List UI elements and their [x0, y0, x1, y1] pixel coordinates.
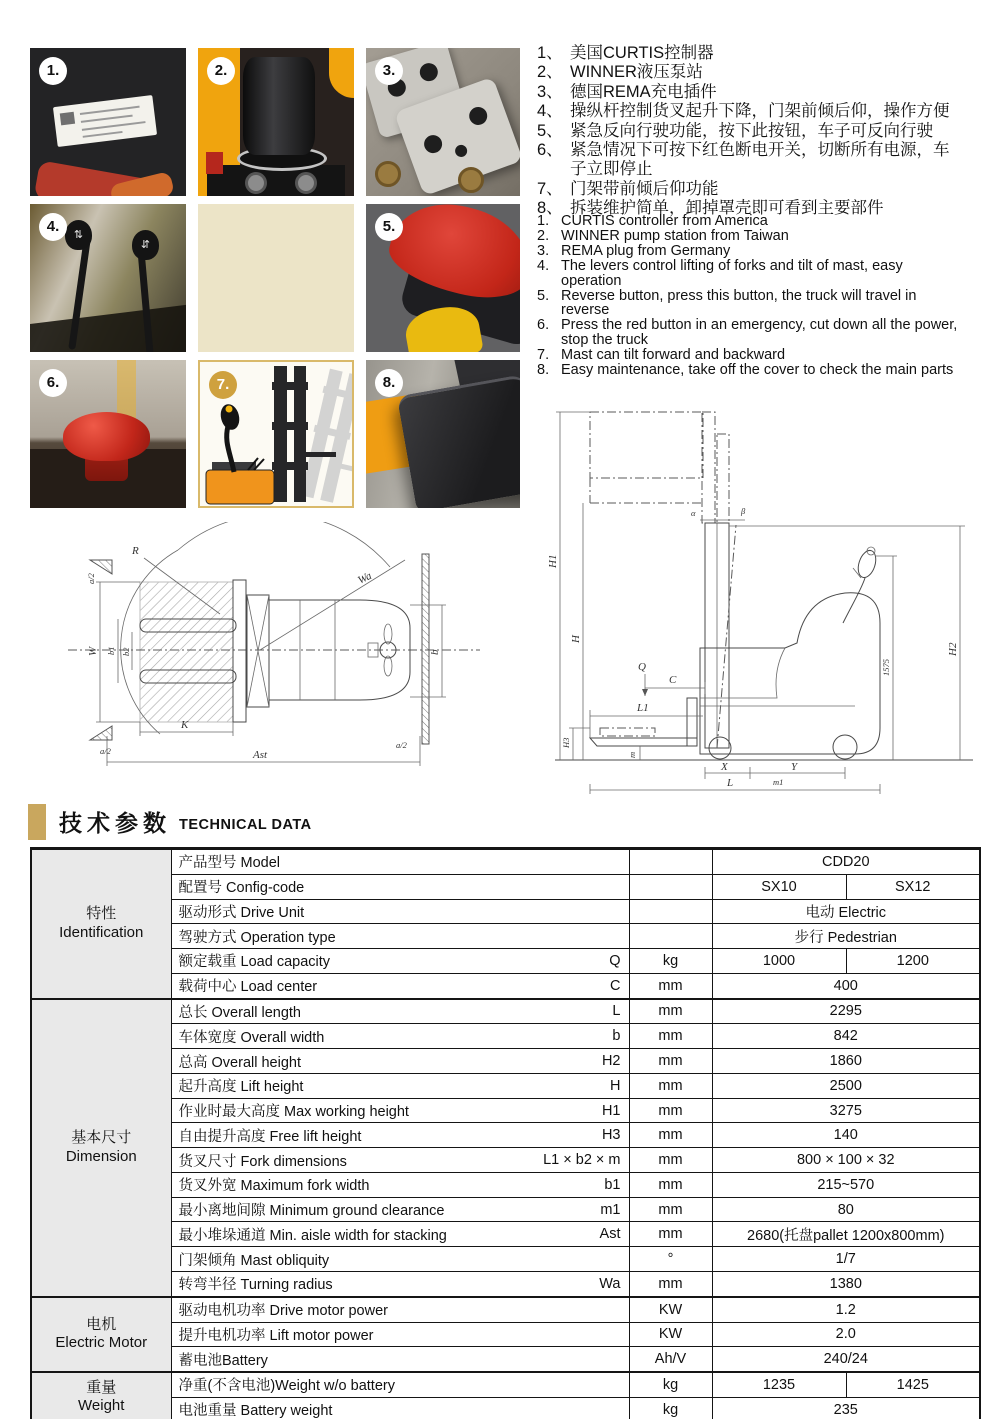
group-label: 特性 Identification: [31, 849, 171, 999]
feature-item: [537, 244, 967, 259]
feature-number: 5、: [537, 121, 563, 140]
technical-data-table: [30, 847, 981, 1419]
table-row: [31, 1347, 980, 1372]
photo-badge: 1.: [39, 57, 67, 85]
parameter-unit: KW: [629, 1322, 712, 1347]
parameter-value: 235: [712, 1397, 980, 1419]
parameter-symbol: L: [612, 1003, 621, 1020]
feature-text: 美国CURTIS控制器: [570, 44, 714, 62]
dim-label: H1: [547, 554, 559, 568]
group-label: 基本尺寸 Dimension: [31, 999, 171, 1297]
photo-pump-station: [198, 48, 354, 196]
feature-text: Easy maintenance, take off the cover to check the main parts: [561, 362, 954, 379]
feature-number: 1、: [537, 44, 563, 62]
parameter-unit: [629, 849, 712, 875]
dim-label: m: [627, 751, 637, 758]
feature-number: 5.: [537, 287, 550, 304]
feature-text: 紧急反向行驶功能，按下此按钮，车子可反向行驶: [570, 121, 933, 140]
section-title-en: TECHNICAL DATA: [179, 816, 312, 833]
parameter-value: 140: [712, 1123, 980, 1148]
table-row: [31, 849, 980, 875]
table-row: [31, 1272, 980, 1297]
feature-number: 4、: [537, 102, 563, 121]
parameter-value: 1860: [712, 1049, 980, 1074]
parameter-value: SX12: [846, 874, 980, 899]
parameter-name: 总长 Overall length L: [171, 999, 629, 1024]
dim-label: L: [727, 777, 734, 789]
parameter-unit: mm: [629, 1049, 712, 1074]
parameter-name: 配置号 Config-code: [171, 874, 629, 899]
parameter-name: 额定载重 Load capacity Q: [171, 949, 629, 974]
parameter-name: 蓄电池Battery: [171, 1347, 629, 1372]
dim-label: Ast: [253, 749, 268, 761]
parameter-unit: [629, 924, 712, 949]
parameter-unit: [629, 874, 712, 899]
photo-badge: 7.: [209, 371, 237, 399]
feature-text: 操纵杆控制货叉起升下降，门架前倾后仰，操作方便: [570, 102, 950, 121]
table-row: [31, 1172, 980, 1197]
parameter-unit: KW: [629, 1297, 712, 1322]
dim-label: K: [181, 719, 189, 731]
feature-text: 门架带前倾后仰功能: [570, 179, 719, 198]
parameter-value: 400: [712, 973, 980, 998]
dim-label: H: [570, 635, 582, 643]
dim-label: α: [691, 508, 696, 518]
parameter-value: SX10: [712, 874, 846, 899]
group-label: 电机 Electric Motor: [31, 1297, 171, 1372]
feature-number: 7、: [537, 179, 563, 198]
parameter-value: 3275: [712, 1098, 980, 1123]
dim-label: m1: [773, 777, 784, 787]
feature-text: Mast can tilt forward and backward: [561, 347, 786, 364]
dim-label: a/2: [396, 740, 407, 750]
parameter-symbol: b: [612, 1028, 621, 1045]
dim-label: L1: [637, 702, 649, 714]
feature-number: 8.: [537, 362, 550, 379]
parameter-symbol: Q: [609, 952, 621, 969]
parameter-value: 2295: [712, 999, 980, 1024]
feature-item: [537, 259, 967, 289]
parameter-name: 最小离地间隙 Minimum ground clearance m1: [171, 1197, 629, 1222]
feature-text: 紧急情况下可按下红色断电开关，切断所有电源，车子立即停止: [570, 141, 950, 179]
parameter-name: 产品型号 Model: [171, 849, 629, 875]
parameter-name: 货叉外宽 Maximum fork width b1: [171, 1172, 629, 1197]
dim-label: b2: [121, 647, 131, 656]
feature-number: 2、: [537, 63, 563, 82]
tech-table-body: [31, 849, 980, 1419]
photo-cover-removal: [366, 360, 520, 508]
feature-item: [537, 141, 961, 180]
table-row: [31, 924, 980, 949]
photo-reverse-button: [366, 204, 520, 352]
parameter-name: 车体宽度 Overall width b: [171, 1024, 629, 1049]
parameter-unit: kg: [629, 949, 712, 974]
photo-rema-plug: [366, 48, 520, 196]
parameter-unit: mm: [629, 1024, 712, 1049]
photo-badge: 3.: [375, 57, 403, 85]
dim-label: b1: [106, 646, 116, 655]
lever-knob-icon: ⇅: [65, 220, 92, 250]
parameter-value: 80: [712, 1197, 980, 1222]
dim-label: R: [132, 545, 139, 557]
feature-text: Press the red button in an emergency, cut down all the power, stop the truck: [561, 317, 958, 349]
table-row: [31, 1397, 980, 1419]
table-row: [31, 1197, 980, 1222]
photo-badge: 4.: [39, 213, 67, 241]
parameter-symbol: H: [610, 1077, 621, 1094]
dim-label: H3: [561, 737, 571, 748]
dim-label: b: [429, 649, 441, 655]
parameter-value: 1000: [712, 949, 846, 974]
table-row: [31, 1148, 980, 1173]
feature-item: [537, 83, 961, 102]
section-title-cn: 技术参数: [59, 810, 171, 836]
feature-number: 7.: [537, 347, 550, 364]
feature-text: Reverse button, press this button, the truck will travel in reverse: [561, 287, 917, 319]
dim-label: W: [87, 646, 99, 656]
parameter-symbol: b1: [604, 1176, 621, 1193]
parameter-unit: mm: [629, 1172, 712, 1197]
table-row: [31, 1322, 980, 1347]
photo-mast-tilt-illustration: [198, 360, 354, 508]
parameter-name: 净重(不含电池)Weight w/o battery: [171, 1372, 629, 1397]
table-row: [31, 1049, 980, 1074]
photo-curtis-controller: [30, 48, 186, 196]
parameter-unit: mm: [629, 1222, 712, 1247]
table-row: [31, 1073, 980, 1098]
feature-text: 拆装维护简单，卸掉罩壳即可看到主要部件: [570, 199, 884, 218]
parameter-name: 最小堆垛通道 Min. aisle width for stacking Ast: [171, 1222, 629, 1247]
feature-number: 3.: [537, 242, 550, 259]
table-row: [31, 1123, 980, 1148]
photo-badge: 5.: [375, 213, 403, 241]
parameter-value: 步行 Pedestrian: [712, 924, 980, 949]
parameter-name: 门架倾角 Mast obliquity: [171, 1247, 629, 1272]
feature-item: [537, 180, 961, 199]
dim-label: H2: [947, 642, 959, 656]
parameter-value: 1425: [846, 1372, 980, 1397]
feature-number: 6、: [537, 141, 563, 160]
parameter-unit: mm: [629, 1272, 712, 1297]
parameter-value: 2500: [712, 1073, 980, 1098]
parameter-name: 提升电机功率 Lift motor power: [171, 1322, 629, 1347]
dim-label: a/2: [100, 746, 111, 756]
photo-emergency-stop: [30, 360, 186, 508]
parameter-symbol: Ast: [599, 1226, 621, 1243]
table-row: [31, 973, 980, 998]
parameter-unit: mm: [629, 1123, 712, 1148]
feature-item: [537, 214, 967, 229]
parameter-value: 215~570: [712, 1172, 980, 1197]
parameter-unit: mm: [629, 1197, 712, 1222]
photo-badge: 8.: [375, 369, 403, 397]
table-row: [31, 874, 980, 899]
parameter-symbol: m1: [600, 1201, 621, 1218]
parameter-name: 驱动形式 Drive Unit: [171, 899, 629, 924]
parameter-symbol: L1 × b2 × m: [543, 1152, 621, 1169]
table-row: [31, 1372, 980, 1397]
feature-item: [537, 44, 961, 63]
dim-label: X: [721, 761, 728, 773]
table-row: [31, 1247, 980, 1272]
parameter-value: 1235: [712, 1372, 846, 1397]
parameter-value: 1200: [846, 949, 980, 974]
dim-label: Wa: [356, 569, 374, 587]
controller-label-art: [53, 95, 157, 147]
feature-number: 2.: [537, 227, 550, 244]
parameter-symbol: C: [610, 977, 621, 994]
photo-badge: 2.: [207, 57, 235, 85]
dim-label: a/2: [86, 573, 96, 584]
feature-number: 4.: [537, 257, 550, 274]
parameter-value: 1.2: [712, 1297, 980, 1322]
parameter-unit: mm: [629, 1073, 712, 1098]
parameter-name: 转弯半径 Turning radius Wa: [171, 1272, 629, 1297]
parameter-name: 货叉尺寸 Fork dimensions L1 × b2 × m: [171, 1148, 629, 1173]
parameter-unit: mm: [629, 1148, 712, 1173]
feature-number: 8、: [537, 199, 563, 218]
table-row: [31, 1297, 980, 1322]
feature-item: [537, 318, 967, 348]
parameter-name: 自由提升高度 Free lift height H3: [171, 1123, 629, 1148]
feature-item: [537, 289, 967, 319]
parameter-name: 起升高度 Lift height H: [171, 1073, 629, 1098]
table-row: [31, 899, 980, 924]
parameter-unit: mm: [629, 999, 712, 1024]
feature-item: [537, 348, 967, 363]
parameter-value: 842: [712, 1024, 980, 1049]
table-row: [31, 949, 980, 974]
parameter-name: 驱动电机功率 Drive motor power: [171, 1297, 629, 1322]
feature-text: 德国REMA充电插件: [570, 82, 717, 101]
feature-text: The levers control lifting of forks and tilt of mast, easy operation: [561, 257, 903, 289]
parameter-name: 驾驶方式 Operation type: [171, 924, 629, 949]
blank-grid-cell: [198, 204, 354, 352]
parameter-name: 电池重量 Battery weight: [171, 1397, 629, 1419]
feature-item: [537, 363, 967, 378]
side-view-diagram: [545, 398, 980, 798]
parameter-name: 作业时最大高度 Max working height H1: [171, 1098, 629, 1123]
parameter-unit: [629, 899, 712, 924]
parameter-value: 2680(托盘pallet 1200x800mm): [712, 1222, 980, 1247]
table-row: [31, 1222, 980, 1247]
feature-item: [537, 63, 961, 82]
parameter-unit: mm: [629, 1098, 712, 1123]
parameter-unit: Ah/V: [629, 1347, 712, 1372]
feature-number: 3、: [537, 82, 563, 101]
parameter-value: 800 × 100 × 32: [712, 1148, 980, 1173]
parameter-unit: kg: [629, 1397, 712, 1419]
feature-item: [537, 122, 961, 141]
dim-label: Q: [638, 661, 646, 673]
dim-label: 1575: [881, 659, 891, 676]
parameter-unit: °: [629, 1247, 712, 1272]
technical-data-header: [28, 803, 979, 840]
parameter-value: 1380: [712, 1272, 980, 1297]
feature-text: REMA plug from Germany: [561, 242, 731, 259]
parameter-symbol: Wa: [599, 1275, 621, 1292]
feature-item: [537, 102, 961, 121]
table-row: [31, 1024, 980, 1049]
parameter-name: 载荷中心 Load center C: [171, 973, 629, 998]
parameter-unit: kg: [629, 1372, 712, 1397]
table-row: [31, 999, 980, 1024]
feature-text: WINNER pump station from Taiwan: [561, 227, 789, 244]
parameter-value: CDD20: [712, 849, 980, 875]
feature-text: CURTIS controller from America: [561, 213, 768, 229]
parameter-symbol: H3: [601, 1127, 621, 1144]
dim-label: C: [669, 674, 677, 686]
feature-number: 1.: [537, 213, 550, 229]
feature-item: [537, 229, 967, 244]
gold-accent-square: [28, 804, 46, 840]
parameter-value: 2.0: [712, 1322, 980, 1347]
dim-label: Y: [791, 761, 798, 773]
feature-text: WINNER液压泵站: [570, 63, 703, 82]
photo-badge: 6.: [39, 369, 67, 397]
feature-list-cn: [537, 44, 961, 219]
dim-label: β: [741, 506, 746, 516]
parameter-value: 1/7: [712, 1247, 980, 1272]
feature-number: 6.: [537, 317, 550, 334]
parameter-value: 电动 Electric: [712, 899, 980, 924]
lever-knob-icon: ⇵: [132, 230, 159, 260]
group-label: 重量 Weight: [31, 1372, 171, 1419]
photo-control-levers: [30, 204, 186, 352]
parameter-symbol: H1: [601, 1102, 621, 1119]
parameter-unit: mm: [629, 973, 712, 998]
top-view-diagram: [60, 522, 505, 800]
parameter-name: 总高 Overall height H2: [171, 1049, 629, 1074]
parameter-value: 240/24: [712, 1347, 980, 1372]
table-row: [31, 1098, 980, 1123]
feature-list-en: [537, 214, 967, 378]
parameter-symbol: H2: [601, 1053, 621, 1069]
